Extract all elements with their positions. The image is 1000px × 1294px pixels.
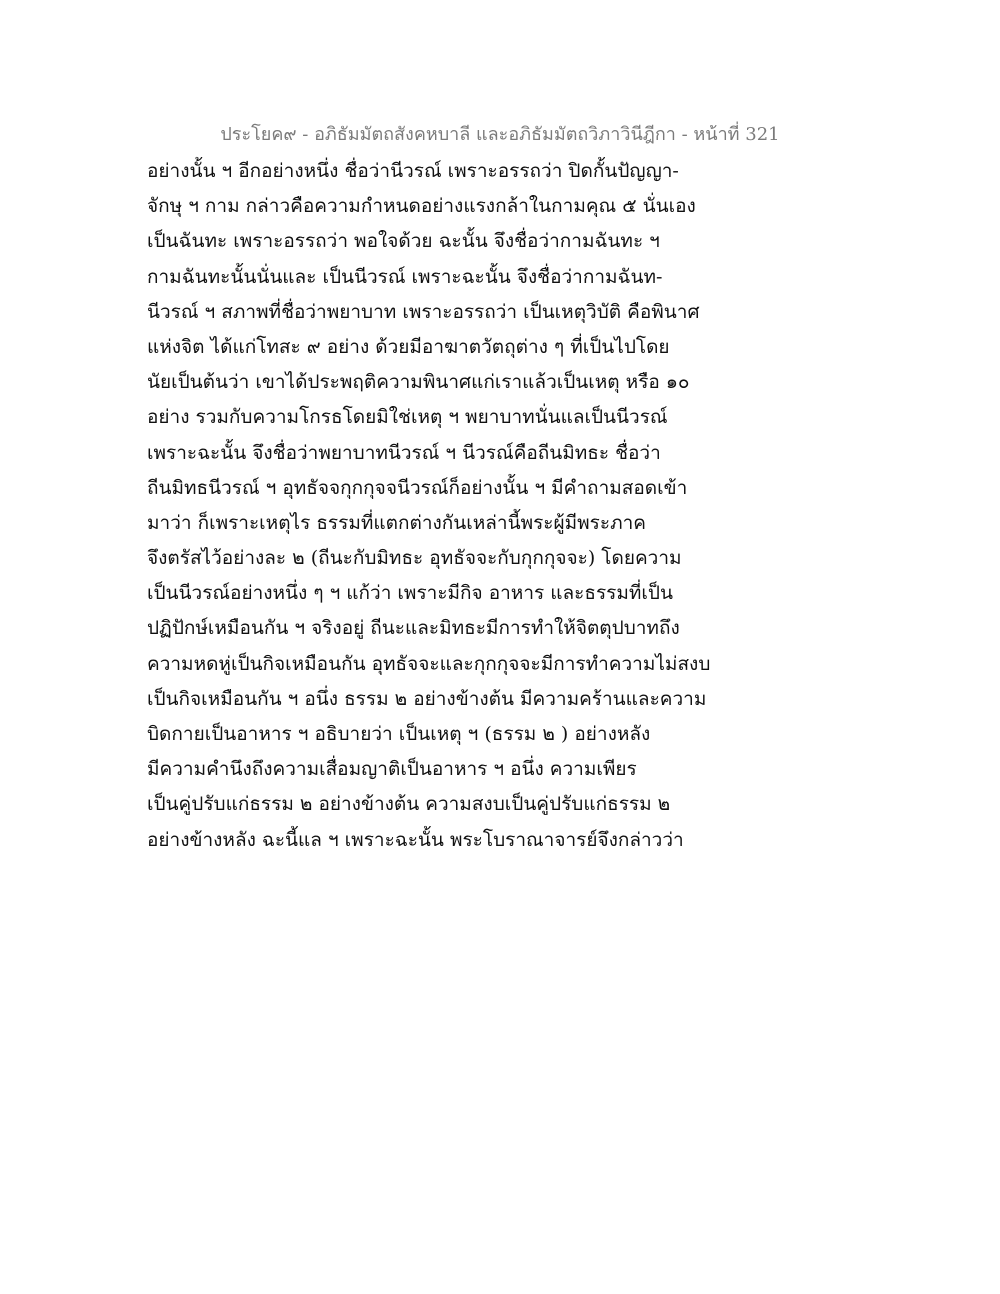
text-line: แห่งจิต ได้แก่โทสะ ๙ อย่าง ด้วยมีอาฆาตวัตถุต่าง ๆ ที่เป็นไปโดย (147, 335, 670, 358)
text-line: จึงตรัสไว้อย่างละ ๒ (ถีนะกับมิทธะ อุทธัจจะกับกุกกุจจะ) โดยความ (147, 547, 682, 570)
text-line: ปฏิปักษ์เหมือนกัน ฯ จริงอยู่ ถีนะและมิทธะมีการทำให้จิตตุปบาทถึง (147, 617, 680, 640)
text-line: มาว่า ก็เพราะเหตุไร ธรรมที่แตกต่างกันเหล่านี้พระผู้มีพระภาค (147, 511, 647, 534)
running-header: ประโยค๙ - อภิธัมมัตถสังคหบาลี และอภิธัมมัตถวิภาวินีฎีกา - หน้าที่ 321 (220, 124, 780, 145)
body-text (147, 154, 747, 858)
text-line: เพราะฉะนั้น จึงชื่อว่าพยาบาทนีวรณ์ ฯ นีวรณ์คือถีนมิทธะ ชื่อว่า (147, 441, 661, 464)
text-line: กามฉันทะนั้นนั่นและ เป็นนีวรณ์ เพราะฉะนั้น จึงชื่อว่ากามฉันท- (147, 265, 663, 288)
text-line: มีความคำนึงถึงความเสื่อมญาติเป็นอาหาร ฯ อนึ่ง ความเพียร (147, 758, 637, 781)
text-line: เป็นกิจเหมือนกัน ฯ อนึ่ง ธรรม ๒ อย่างข้างต้น มีความคร้านและความ (147, 687, 707, 710)
text-line: อย่างนั้น ฯ อีกอย่างหนึ่ง ชื่อว่านีวรณ์ เพราะอรรถว่า ปิดกั้นปัญญา- (147, 160, 679, 182)
text-line: ความหดหู่เป็นกิจเหมือนกัน อุทธัจจะและกุกกุจจะมีการทำความไม่สงบ (147, 652, 711, 675)
text-line: นีวรณ์ ฯ สภาพที่ชื่อว่าพยาบาท เพราะอรรถว่า เป็นเหตุวิบัติ คือพินาศ (147, 300, 700, 323)
text-line: อย่างข้างหลัง ฉะนี้แล ฯ เพราะฉะนั้น พระโบราณาจารย์จึงกล่าวว่า (147, 828, 684, 851)
text-line: อย่าง รวมกับความโกรธโดยมิใช่เหตุ ฯ พยาบาทนั่นแลเป็นนีวรณ์ (147, 406, 668, 429)
text-line: เป็นฉันทะ เพราะอรรถว่า พอใจด้วย ฉะนั้น จึงชื่อว่ากามฉันทะ ฯ (147, 230, 660, 253)
text-line: เป็นคู่ปรับแก่ธรรม ๒ อย่างข้างต้น ความสงบเป็นคู่ปรับแก่ธรรม ๒ (147, 793, 671, 816)
text-line: จักษุ ฯ กาม กล่าวคือความกำหนดอย่างแรงกล้าในกามคุณ ๕ นั่นเอง (147, 195, 696, 218)
text-line: เป็นนีวรณ์อย่างหนึ่ง ๆ ฯ แก้ว่า เพราะมีกิจ อาหาร และธรรมที่เป็น (147, 582, 673, 605)
text-line: ถีนมิทธนีวรณ์ ฯ อุทธัจจกุกกุจจนีวรณ์ก็อย่างนั้น ฯ มีคำถามสอดเข้า (147, 476, 688, 499)
text-line: นัยเป็นต้นว่า เขาได้ประพฤติความพินาศแก่เราแล้วเป็นเหตุ หรือ ๑๐ (147, 371, 690, 394)
text-line: บิดกายเป็นอาหาร ฯ อธิบายว่า เป็นเหตุ ฯ (ธรรม ๒ ) อย่างหลัง (147, 723, 651, 745)
